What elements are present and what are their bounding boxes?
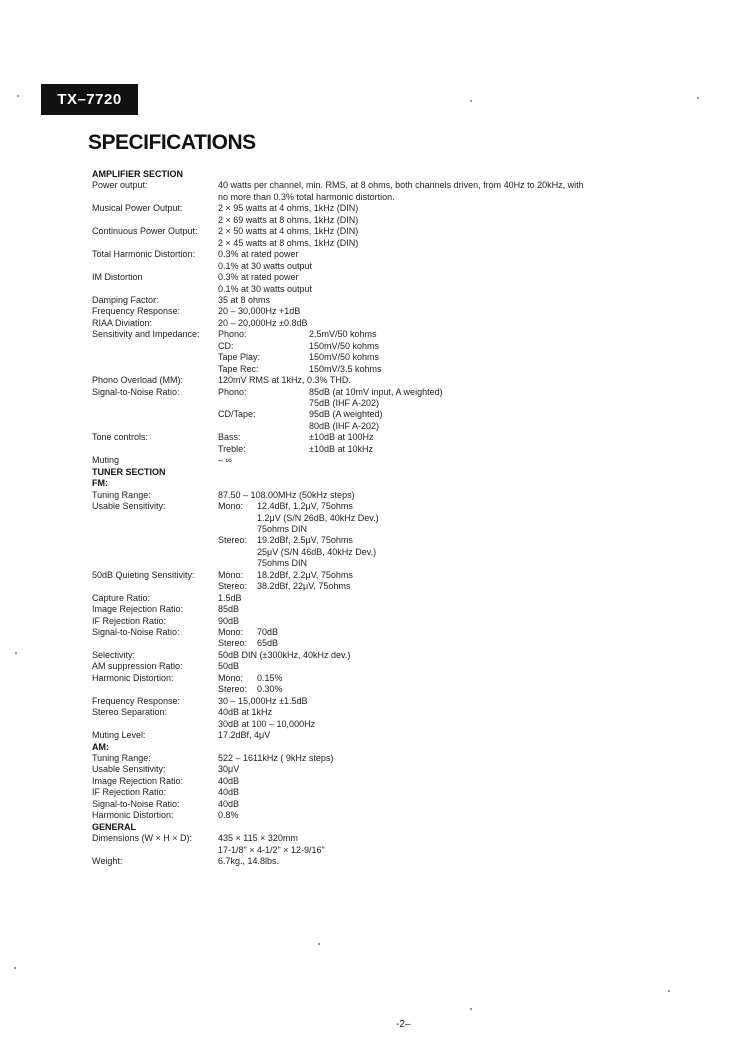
spec-value: 50dB DIN (±300kHz, 40kHz dev.)	[218, 649, 351, 660]
spec-value: 150mV/3.5 kohms	[309, 363, 382, 374]
spec-row	[0, 421, 744, 432]
spec-row	[0, 593, 744, 604]
spec-label: Signal-to-Noise Ratio:	[92, 386, 180, 397]
spec-label: Frequency Response:	[92, 695, 181, 706]
spec-value: Treble:	[218, 443, 246, 454]
spec-value: 38.2dBf, 22μV, 75ohms	[257, 581, 351, 592]
section-heading-row	[0, 467, 744, 478]
spec-value: 19.2dBf, 2.5μV, 75ohms	[257, 535, 353, 546]
spec-row	[0, 444, 744, 455]
spec-row	[0, 455, 744, 466]
spec-value: 522 – 1611kHz ( 9kHz steps)	[218, 752, 334, 763]
spec-value: – ∞	[218, 455, 232, 466]
spec-row	[0, 226, 744, 237]
spec-row	[0, 432, 744, 443]
spec-row	[0, 295, 744, 306]
spec-value: 30 – 15,000Hz ±1.5dB	[218, 695, 308, 706]
spec-row	[0, 650, 744, 661]
spec-value: 75ohms DIN	[257, 558, 308, 569]
spec-label: IM Distortion	[92, 272, 143, 283]
scan-speck	[668, 990, 670, 992]
spec-row	[0, 696, 744, 707]
spec-value: 2 × 50 watts at 4 ohms, 1kHz (DIN)	[218, 226, 359, 237]
spec-row	[0, 707, 744, 718]
spec-value: Mono:	[218, 627, 244, 637]
spec-label: Harmonic Distortion:	[92, 810, 174, 821]
spec-value: 150mV/50 kohms	[309, 352, 380, 363]
spec-value: CD:	[218, 340, 234, 351]
page-number: -2–	[396, 1019, 411, 1030]
spec-label: Signal-to-Noise Ratio:	[92, 798, 180, 809]
scan-speck	[697, 97, 699, 99]
spec-row	[0, 627, 744, 638]
spec-value: 0.30%	[257, 684, 283, 695]
spec-row	[0, 272, 744, 283]
spec-value: 75dB (IHF A-202)	[309, 398, 380, 408]
spec-label: Muting	[92, 455, 120, 466]
spec-value: Phono:	[218, 386, 247, 397]
spec-label: Phono Overload (MM):	[92, 375, 184, 386]
spec-row	[0, 261, 744, 272]
spec-value: 2 × 95 watts at 4 ohms, 1kHz (DIN)	[218, 203, 359, 214]
spec-value: 40dB at 1kHz	[218, 707, 273, 718]
spec-row	[0, 581, 744, 592]
spec-row	[0, 364, 744, 375]
spec-row	[0, 638, 744, 649]
spec-value: 65dB	[257, 638, 279, 649]
spec-value: Mono:	[218, 672, 244, 683]
spec-value: 0.1% at 30 watts output	[218, 260, 313, 271]
spec-value: CD/Tape:	[218, 409, 256, 420]
spec-value: 150mV/50 kohms	[309, 340, 380, 351]
spec-value: 87.50 – 108.00MHz (50kHz steps)	[218, 489, 355, 500]
spec-label: Power output:	[92, 180, 148, 191]
spec-value: 75ohms DIN	[257, 523, 308, 534]
spec-row	[0, 501, 744, 512]
spec-value: Stereo:	[218, 535, 248, 546]
scan-speck	[470, 100, 472, 102]
spec-label: Capture Ratio:	[92, 592, 151, 603]
spec-label: Sensitivity and Impedance:	[92, 329, 200, 340]
spec-row	[0, 833, 744, 844]
spec-row	[0, 215, 744, 226]
spec-row	[0, 673, 744, 684]
spec-row	[0, 547, 744, 558]
spec-value: 17-1/8" × 4-1/2" × 12-9/16"	[218, 844, 325, 855]
model-badge: TX–7720	[41, 84, 138, 115]
spec-label: IF Rejection Ratio:	[92, 787, 167, 798]
section-heading-row	[0, 822, 744, 833]
spec-label: Usable Sensitivity:	[92, 764, 166, 775]
spec-value: 0.3% at rated power	[218, 249, 299, 260]
spec-label: Tuning Range:	[92, 752, 151, 763]
spec-value: no more than 0.3% total harmonic distortion.	[218, 191, 395, 202]
spec-value: 2 × 45 watts at 8 ohms, 1kHz (DIN)	[218, 237, 359, 248]
scan-speck	[14, 967, 16, 969]
spec-value: Stereo:	[218, 638, 248, 649]
spec-label: RIAA Diviation:	[92, 317, 153, 328]
spec-value: 12.4dBf, 1.2μV, 75ohms	[257, 501, 353, 512]
spec-row	[0, 787, 744, 798]
section-heading: TUNER SECTION	[92, 466, 166, 477]
section-heading: AMPLIFIER SECTION	[92, 169, 184, 179]
spec-row	[0, 799, 744, 810]
spec-value: Mono:	[218, 501, 244, 512]
spec-value: 35 at 8 ohms	[218, 294, 271, 305]
spec-value: 40dB	[218, 775, 240, 786]
spec-row	[0, 753, 744, 764]
spec-row	[0, 238, 744, 249]
spec-value: 20 – 20,000Hz ±0.8dB	[218, 317, 308, 328]
spec-row	[0, 375, 744, 386]
spec-value: 0.15%	[257, 672, 283, 683]
spec-row	[0, 764, 744, 775]
spec-value: ±10dB at 100Hz	[309, 432, 374, 443]
spec-label: Tuning Range:	[92, 489, 151, 500]
spec-row	[0, 719, 744, 730]
spec-value: 95dB (A weighted)	[309, 409, 383, 420]
spec-label: Total Harmonic Distortion:	[92, 249, 196, 260]
spec-row	[0, 570, 744, 581]
spec-label: Musical Power Output:	[92, 203, 183, 214]
spec-value: 435 × 115 × 320mm	[218, 833, 298, 844]
spec-label: Muting Level:	[92, 730, 146, 741]
spec-value: Tape Play:	[218, 352, 261, 363]
spec-value: Stereo:	[218, 684, 248, 695]
spec-label: AM suppression Ratio:	[92, 661, 183, 672]
spec-row	[0, 192, 744, 203]
spec-row	[0, 318, 744, 329]
spec-value: 1.2μV (S/N 26dB, 40kHz Dev.)	[257, 512, 379, 523]
spec-label: Signal-to-Noise Ratio:	[92, 627, 180, 637]
spec-value: 50dB	[218, 661, 240, 672]
spec-value: Bass:	[218, 432, 241, 443]
scan-speck	[15, 652, 17, 654]
scan-speck	[17, 95, 19, 97]
spec-label: Damping Factor:	[92, 294, 159, 305]
spec-row	[0, 306, 744, 317]
scan-speck	[470, 1008, 472, 1010]
spec-value: ±10dB at 10kHz	[309, 443, 373, 454]
spec-label: Frequency Response:	[92, 306, 181, 317]
scan-speck	[318, 943, 320, 945]
spec-value: 85dB (at 10mV input, A weighted)	[309, 386, 443, 397]
spec-row	[0, 776, 744, 787]
spec-value: 90dB	[218, 615, 240, 626]
spec-row	[0, 604, 744, 615]
spec-row	[0, 845, 744, 856]
spec-label: Dimensions (W × H × D):	[92, 833, 193, 844]
spec-label: Usable Sensitivity:	[92, 501, 166, 512]
spec-value: Mono:	[218, 569, 244, 580]
spec-value: Phono:	[218, 329, 247, 340]
spec-value: 0.1% at 30 watts output	[218, 283, 313, 294]
spec-label: Stereo Separation:	[92, 707, 168, 718]
spec-value: 2.5mV/50 kohms	[309, 329, 377, 340]
spec-label: Tone controls:	[92, 432, 149, 443]
spec-value: 30dB at 100 – 10,000Hz	[218, 718, 316, 729]
spec-row	[0, 810, 744, 821]
section-heading-row	[0, 742, 744, 753]
section-heading: GENERAL	[92, 821, 137, 832]
section-heading: AM:	[92, 741, 109, 752]
spec-row	[0, 616, 744, 627]
spec-value: 40dB	[218, 787, 240, 798]
spec-row	[0, 387, 744, 398]
spec-value: 30μV	[218, 764, 240, 775]
spec-value: 20 – 30,000Hz +1dB	[218, 306, 301, 317]
spec-label: Image Rejection Ratio:	[92, 775, 184, 786]
spec-row	[0, 558, 744, 569]
spec-value: 40dB	[218, 798, 240, 809]
spec-row	[0, 180, 744, 191]
spec-value: Tape Rec:	[218, 363, 259, 374]
spec-row	[0, 352, 744, 363]
spec-value: 17.2dBf, 4μV	[218, 730, 271, 741]
spec-row	[0, 203, 744, 214]
spec-row	[0, 409, 744, 420]
spec-row	[0, 329, 744, 340]
spec-label: Selectivity:	[92, 649, 136, 660]
spec-label: 50dB Quieting Sensitivity:	[92, 569, 195, 580]
section-heading-row	[0, 169, 744, 180]
spec-row	[0, 524, 744, 535]
spec-value: 2 × 69 watts at 8 ohms, 1kHz (DIN)	[218, 214, 359, 225]
spec-label: Continuous Power Output:	[92, 226, 198, 237]
spec-value: 120mV RMS at 1kHz, 0.3% THD.	[218, 375, 351, 386]
spec-row	[0, 249, 744, 260]
spec-value: 25μV (S/N 46dB, 40kHz Dev.)	[257, 546, 377, 557]
spec-row	[0, 398, 744, 409]
spec-row	[0, 513, 744, 524]
spec-value: 85dB	[218, 604, 240, 615]
spec-label: Image Rejection Ratio:	[92, 604, 184, 615]
spec-value: 80dB (IHF A-202)	[309, 420, 380, 431]
spec-row	[0, 684, 744, 695]
spec-label: IF Rejection Ratio:	[92, 615, 167, 626]
spec-value: 70dB	[257, 627, 279, 637]
spec-row	[0, 856, 744, 867]
spec-value: 18.2dBf, 2.2μV, 75ohms	[257, 569, 353, 580]
spec-row	[0, 490, 744, 501]
spec-label: Weight:	[92, 856, 123, 866]
spec-row	[0, 535, 744, 546]
spec-row	[0, 284, 744, 295]
spec-value: 40 watts per channel, min. RMS, at 8 ohms, both channels driven, from 40Hz to 20kHz, with	[218, 180, 584, 191]
section-heading: FM:	[92, 478, 108, 489]
page-title: SPECIFICATIONS	[88, 131, 256, 154]
spec-value: 1.5dB	[218, 592, 242, 603]
spec-label: Harmonic Distortion:	[92, 672, 174, 683]
spec-row	[0, 730, 744, 741]
spec-row	[0, 661, 744, 672]
section-heading-row	[0, 478, 744, 489]
spec-value: 0.3% at rated power	[218, 272, 299, 283]
spec-value: Stereo:	[218, 581, 248, 592]
spec-row	[0, 341, 744, 352]
spec-value: 0.8%	[218, 810, 239, 821]
spec-value: 6.7kg., 14.8lbs.	[218, 856, 280, 866]
